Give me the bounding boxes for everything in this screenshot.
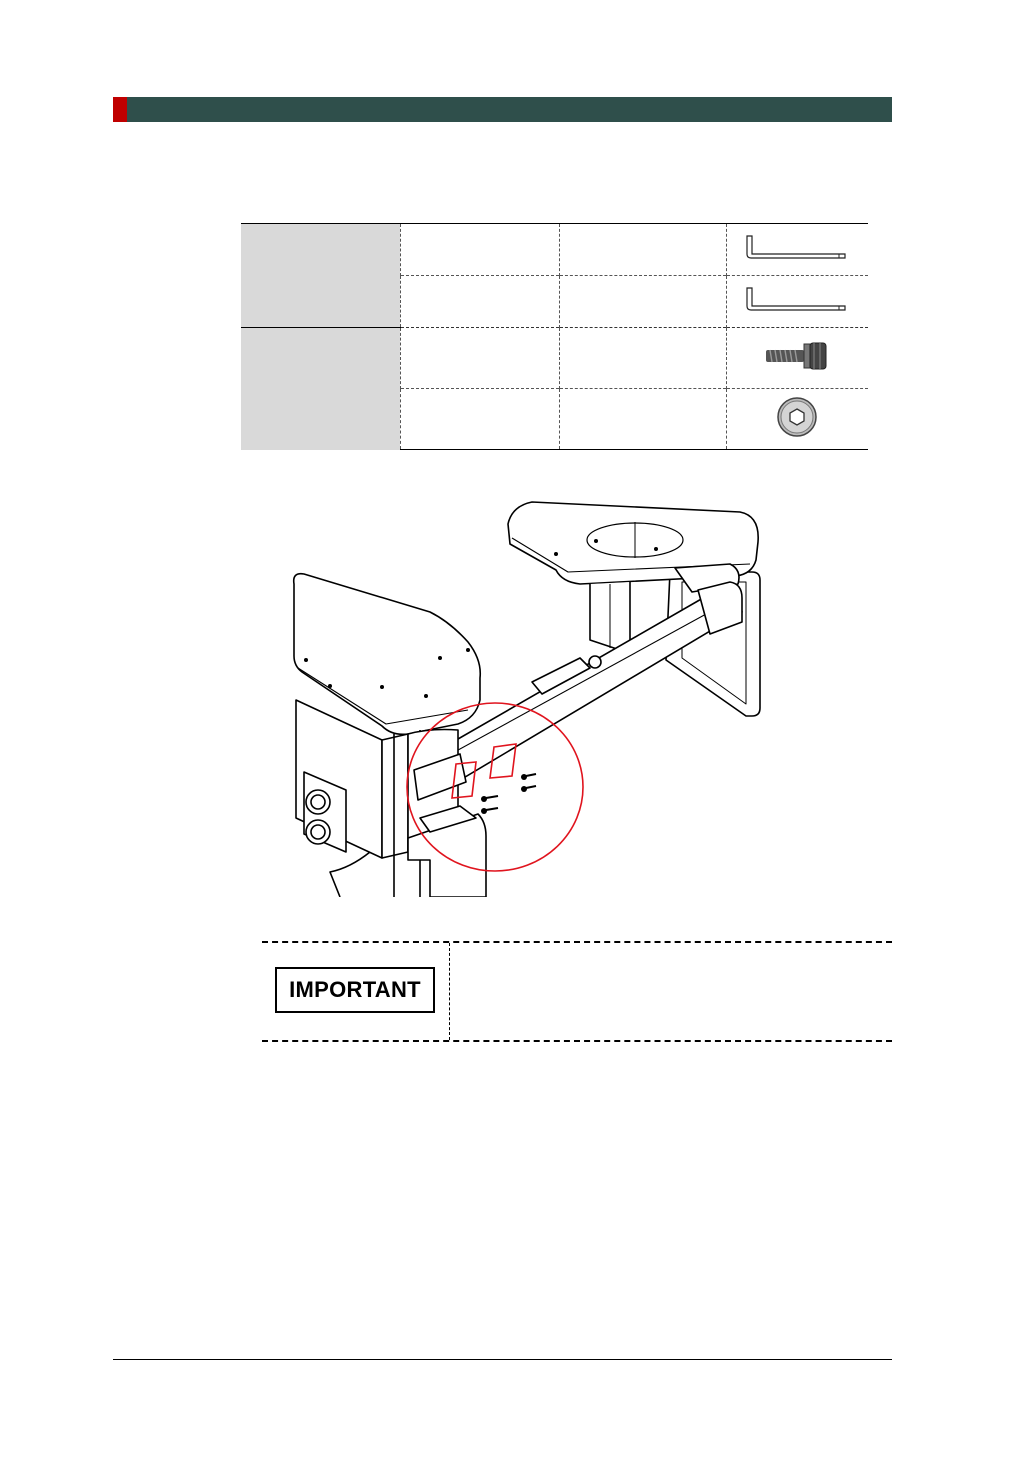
parts-table <box>241 223 868 450</box>
part-qty-cell <box>559 224 726 276</box>
part-qty-cell <box>559 276 726 328</box>
important-note <box>262 941 892 1041</box>
category-cell <box>241 224 400 328</box>
category-cell <box>241 328 400 450</box>
section-header-accent <box>113 97 127 122</box>
part-image-cell <box>726 276 868 328</box>
hex-wrench-icon <box>742 232 852 262</box>
washer-icon <box>775 395 819 439</box>
note-bottom-rule <box>262 1040 892 1042</box>
bolt-icon <box>762 339 832 373</box>
part-name-cell <box>400 328 559 389</box>
table-row <box>241 328 868 389</box>
footer-rule <box>113 1359 892 1360</box>
assembly-illustration <box>290 472 780 897</box>
part-qty-cell <box>559 328 726 389</box>
important-label: IMPORTANT <box>275 967 435 1013</box>
part-name-cell <box>400 224 559 276</box>
section-header-bar <box>113 97 892 122</box>
part-name-cell <box>400 389 559 450</box>
part-qty-cell <box>559 389 726 450</box>
table-row <box>241 224 868 276</box>
hex-wrench-icon <box>742 284 852 314</box>
note-divider <box>449 943 450 1040</box>
part-image-cell <box>726 328 868 389</box>
note-top-rule <box>262 941 892 943</box>
part-image-cell <box>726 389 868 450</box>
part-name-cell <box>400 276 559 328</box>
part-image-cell <box>726 224 868 276</box>
